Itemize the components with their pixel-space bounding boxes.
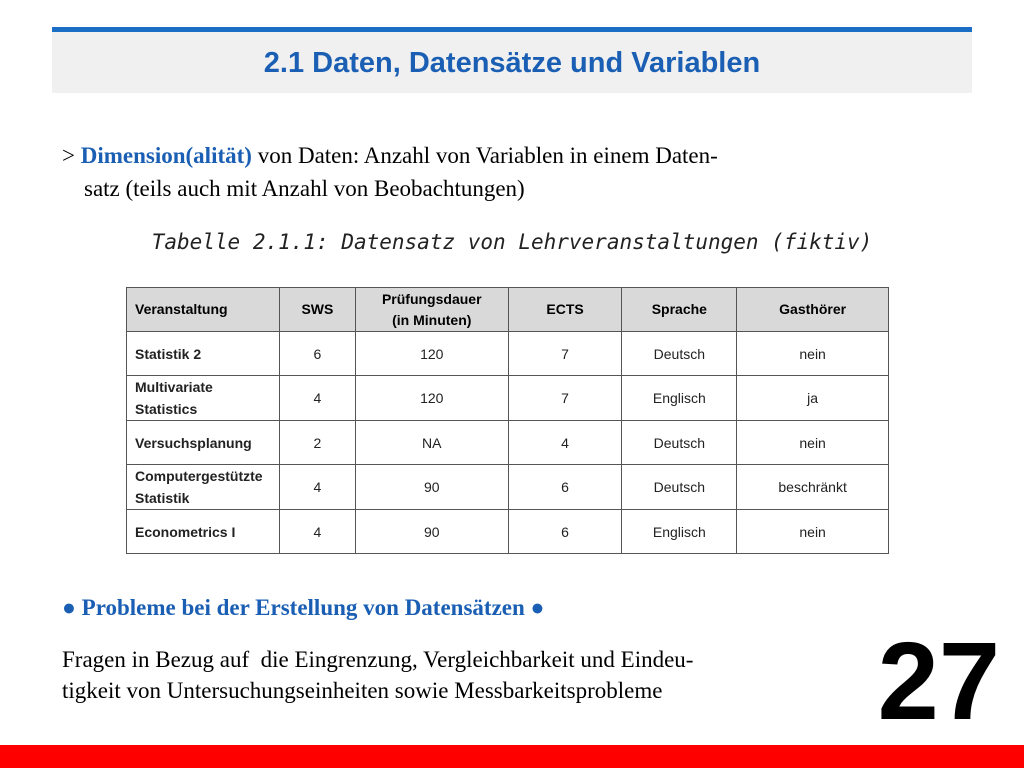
problems-line-2: tigkeit von Untersuchungseinheiten sowie Messbarkeitsprobleme bbox=[62, 678, 663, 703]
problems-line-1: Fragen in Bezug auf die Eingrenzung, Vergleichbarkeit und Eindeu- bbox=[62, 647, 694, 672]
course-name-line1: Versuchsplanung bbox=[135, 434, 252, 451]
cell-course bbox=[127, 421, 280, 465]
footer-bar bbox=[0, 745, 1024, 768]
cell-guest: nein bbox=[737, 332, 889, 376]
table-row bbox=[127, 465, 889, 510]
cell-ects: 7 bbox=[508, 376, 622, 421]
intro-line-2: satz (teils auch mit Anzahl von Beobachtungen) bbox=[84, 176, 525, 201]
cell-course bbox=[127, 465, 280, 510]
header-sws: SWS bbox=[279, 288, 355, 332]
problems-paragraph bbox=[62, 644, 862, 706]
cell-ects: 7 bbox=[508, 332, 622, 376]
course-name-line1: Computergestützte bbox=[135, 468, 263, 484]
course-dataset-table bbox=[126, 287, 889, 554]
cell-sws: 6 bbox=[279, 332, 355, 376]
cell-language: Englisch bbox=[622, 510, 737, 554]
cell-duration: 120 bbox=[355, 376, 508, 421]
course-name-line1: Multivariate bbox=[135, 379, 213, 395]
cell-sws: 4 bbox=[279, 510, 355, 554]
page-number: 27 bbox=[877, 620, 1000, 743]
cell-guest: beschränkt bbox=[737, 465, 889, 510]
header-language: Sprache bbox=[622, 288, 737, 332]
header-ects: ECTS bbox=[508, 288, 622, 332]
cell-guest: ja bbox=[737, 376, 889, 421]
course-name-line2: Statistics bbox=[135, 401, 198, 417]
header-duration bbox=[355, 288, 508, 332]
cell-ects: 6 bbox=[508, 510, 622, 554]
cell-course bbox=[127, 510, 280, 554]
intro-line-1 bbox=[62, 139, 902, 172]
course-name-line1: Statistik 2 bbox=[135, 345, 202, 362]
course-name-line1: Econometrics I bbox=[135, 523, 236, 540]
table-row bbox=[127, 332, 889, 376]
cell-guest: nein bbox=[737, 421, 889, 465]
table-row bbox=[127, 421, 889, 465]
cell-duration: 120 bbox=[355, 332, 508, 376]
slide-header bbox=[52, 27, 972, 93]
table-header-row bbox=[127, 288, 889, 332]
intro-paragraph bbox=[62, 139, 902, 205]
cell-sws: 2 bbox=[279, 421, 355, 465]
cell-duration: 90 bbox=[355, 465, 508, 510]
header-course: Veranstaltung bbox=[127, 288, 280, 332]
cell-course bbox=[127, 376, 280, 421]
cell-sws: 4 bbox=[279, 376, 355, 421]
header-duration-line2: (in Minuten) bbox=[392, 311, 472, 328]
cell-duration: NA bbox=[355, 421, 508, 465]
cell-language: Deutsch bbox=[622, 332, 737, 376]
slide-title: 2.1 Daten, Datensätze und Variablen bbox=[263, 47, 761, 79]
intro-line1-text: von Daten: Anzahl von Variablen in einem Daten- bbox=[257, 143, 718, 168]
table-caption: Tabelle 2.1.1: Datensatz von Lehrveranstaltungen (fiktiv) bbox=[151, 230, 873, 254]
header-guest: Gasthörer bbox=[737, 288, 889, 332]
cell-course bbox=[127, 332, 280, 376]
cell-ects: 6 bbox=[508, 465, 622, 510]
intro-term: Dimension(alität) bbox=[80, 143, 252, 168]
cell-language: Englisch bbox=[622, 376, 737, 421]
course-name-line2: Statistik bbox=[135, 490, 190, 506]
cell-guest: nein bbox=[737, 510, 889, 554]
cell-sws: 4 bbox=[279, 465, 355, 510]
cell-language: Deutsch bbox=[622, 421, 737, 465]
problems-heading: ● Probleme bei der Erstellung von Datensätzen ● bbox=[62, 595, 545, 620]
table-row bbox=[127, 376, 889, 421]
cell-language: Deutsch bbox=[622, 465, 737, 510]
header-duration-line1: Prüfungsdauer bbox=[381, 290, 482, 307]
cell-ects: 4 bbox=[508, 421, 622, 465]
table-row bbox=[127, 510, 889, 554]
intro-marker: > bbox=[62, 143, 75, 168]
cell-duration: 90 bbox=[355, 510, 508, 554]
